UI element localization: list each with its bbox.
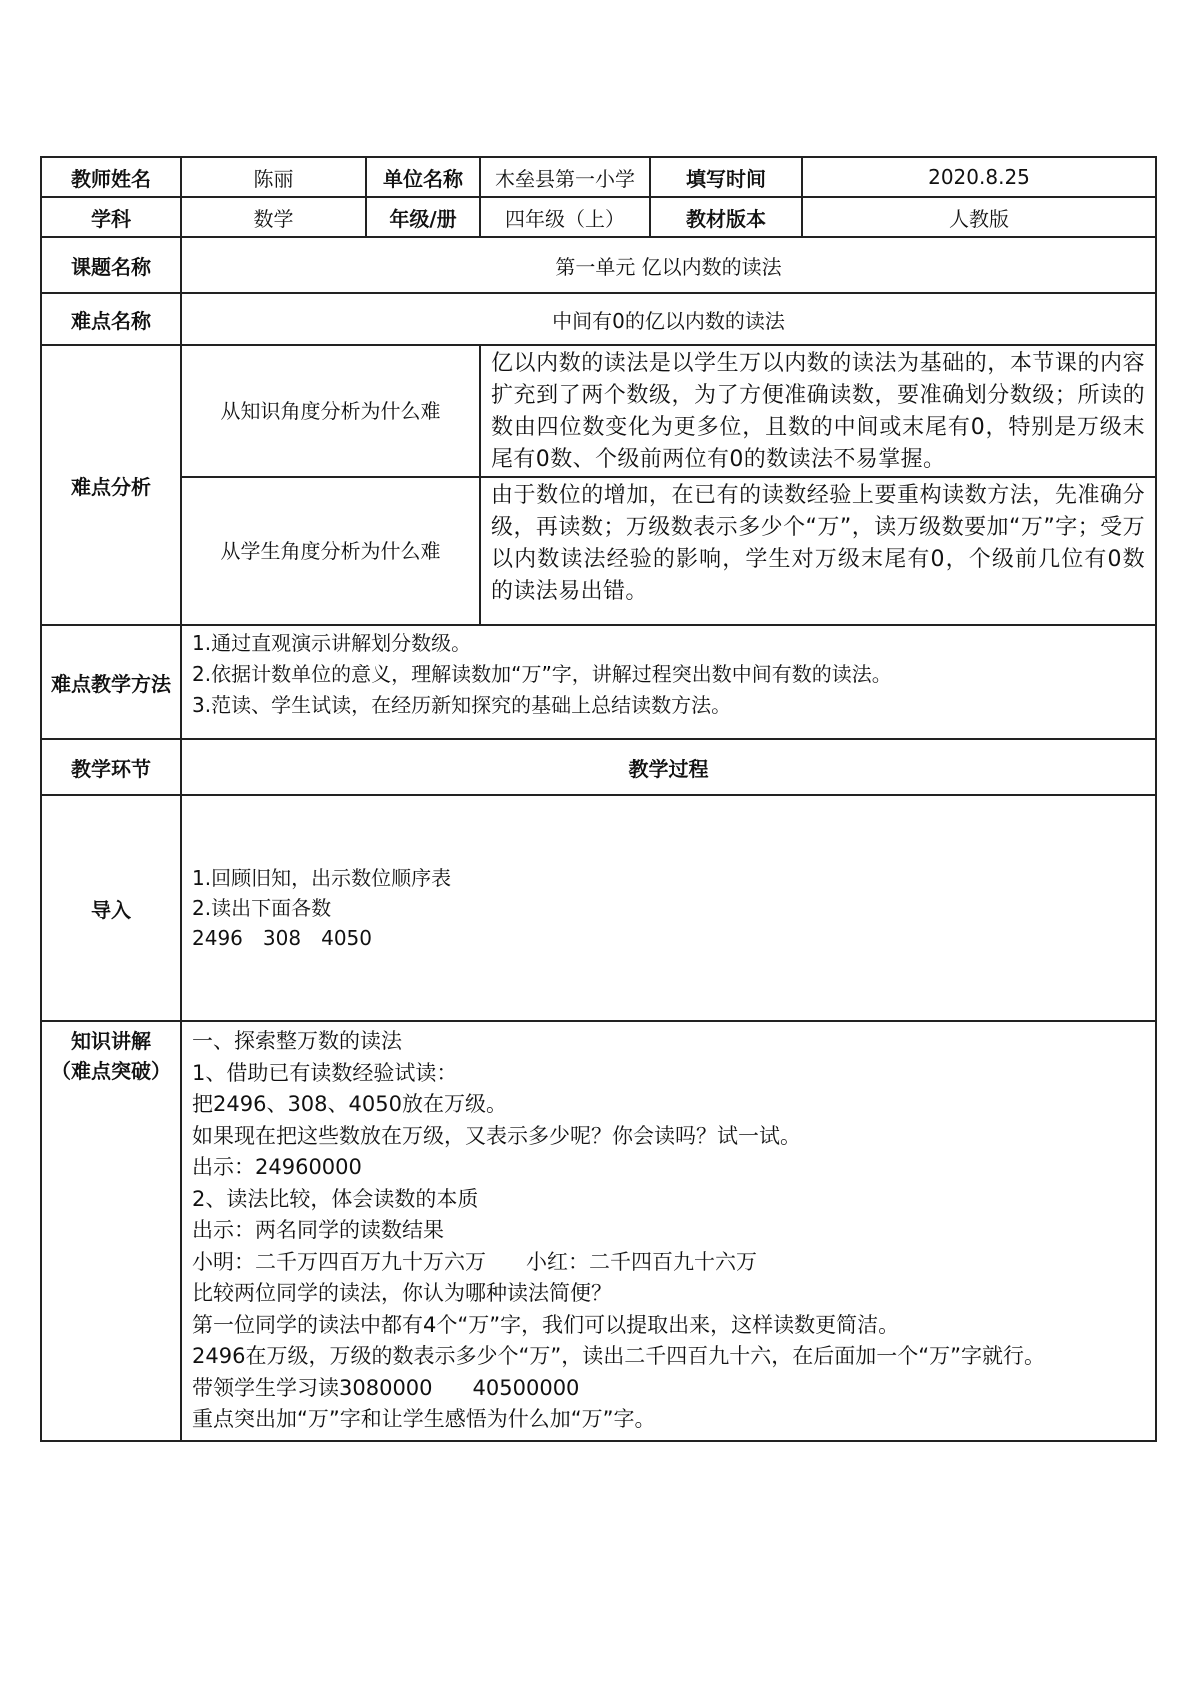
unit-name-label: 单位名称	[366, 157, 480, 197]
knowledge-line: 出示：24960000	[192, 1155, 362, 1179]
unit-name-value: 木垒县第一小学	[480, 157, 650, 197]
header-row-2	[41, 197, 1156, 237]
analysis-label: 难点分析	[41, 345, 181, 625]
analysis-row-knowledge	[41, 345, 1156, 477]
method-item: 3.范读、学生试读，在经历新知探究的基础上总结读数方法。	[192, 693, 732, 717]
analysis-row-student	[41, 477, 1156, 625]
intro-label: 导入	[41, 795, 181, 1021]
process-header-row	[41, 739, 1156, 795]
process-label: 教学过程	[181, 739, 1156, 795]
intro-number: 4050	[321, 926, 372, 950]
method-item: 1.通过直观演示讲解划分数级。	[192, 631, 472, 655]
knowledge-line: 如果现在把这些数放在万级，又表示多少呢？你会读吗？试一试。	[192, 1123, 801, 1148]
stage-label: 教学环节	[41, 739, 181, 795]
topic-row	[41, 237, 1156, 293]
knowledge-line: 2、读法比较，体会读数的本质	[192, 1186, 479, 1211]
knowledge-line: 一、探索整万数的读法	[192, 1029, 402, 1053]
knowledge-content	[181, 1021, 1156, 1441]
student-angle-text: 由于数位的增加，在已有的读数经验上要重构读数方法，先准确分级，再读数；万级数表示多少个“万”，读万级数要加“万”字；受万以内数读法经验的影响，学生对万级末尾有0，个级前几位有0数的读法易出错。	[480, 477, 1156, 625]
xiaohong-reading: 小红：二千四百九十六万	[526, 1249, 757, 1274]
knowledge-line: 比较两位同学的读法，你认为哪种读法简便？	[192, 1281, 612, 1305]
teacher-name-value: 陈丽	[181, 157, 366, 197]
intro-numbers	[192, 923, 1145, 953]
practice-second-number: 40500000	[472, 1375, 580, 1400]
edition-value: 人教版	[802, 197, 1156, 237]
knowledge-line: 第一位同学的读法中都有4个“万”字，我们可以提取出来，这样读数更简洁。	[192, 1312, 900, 1337]
lesson-plan-table	[40, 156, 1157, 1442]
grade-value: 四年级（上）	[480, 197, 650, 237]
knowledge-label-line2: （难点突破）	[51, 1059, 171, 1083]
intro-row	[41, 795, 1156, 1021]
knowledge-line: 出示：两名同学的读数结果	[192, 1218, 444, 1242]
header-row-1	[41, 157, 1156, 197]
intro-number: 2496	[192, 926, 243, 950]
teacher-name-label: 教师姓名	[41, 157, 181, 197]
grade-label: 年级/册	[366, 197, 480, 237]
knowledge-label	[41, 1021, 181, 1441]
intro-line: 1.回顾旧知，出示数位顺序表	[192, 866, 452, 890]
intro-content	[181, 795, 1156, 1021]
subject-label: 学科	[41, 197, 181, 237]
topic-value: 第一单元 亿以内数的读法	[181, 237, 1156, 293]
methods-list	[181, 625, 1156, 739]
knowledge-label-line1: 知识讲解	[71, 1029, 151, 1053]
knowledge-line: 1、借助已有读数经验试读：	[192, 1060, 458, 1085]
subject-value: 数学	[181, 197, 366, 237]
edition-label: 教材版本	[650, 197, 802, 237]
practice-prefix: 带领学生学习读3080000	[192, 1375, 433, 1400]
lesson-plan-sheet	[40, 156, 1155, 1442]
intro-line: 2.读出下面各数	[192, 896, 332, 920]
difficulty-row	[41, 293, 1156, 345]
methods-label: 难点教学方法	[41, 625, 181, 739]
knowledge-line: 重点突出加“万”字和让学生感悟为什么加“万”字。	[192, 1407, 656, 1431]
intro-number: 308	[262, 926, 302, 950]
practice-line	[192, 1373, 1145, 1405]
fill-date-value: 2020.8.25	[802, 157, 1156, 197]
knowledge-angle-label: 从知识角度分析为什么难	[181, 345, 480, 477]
fill-date-label: 填写时间	[650, 157, 802, 197]
student-readings	[192, 1247, 1145, 1279]
xiaoming-reading: 小明：二千万四百万九十万六万	[192, 1249, 486, 1274]
methods-row	[41, 625, 1156, 739]
knowledge-angle-text: 亿以内数的读法是以学生万以内数的读法为基础的，本节课的内容扩充到了两个数级，为了方便准确读数，要准确划分数级；所读的数由四位数变化为更多位，且数的中间或末尾有0，特别是万级末尾有0数、个级前两位有0的数读法不易掌握。	[480, 345, 1156, 477]
method-item: 2.依据计数单位的意义，理解读数加“万”字，讲解过程突出数中间有数的读法。	[192, 662, 892, 686]
difficulty-value: 中间有0的亿以内数的读法	[181, 293, 1156, 345]
knowledge-line: 把2496、308、4050放在万级。	[192, 1092, 507, 1116]
knowledge-row	[41, 1021, 1156, 1441]
student-angle-label: 从学生角度分析为什么难	[181, 477, 480, 625]
knowledge-line: 2496在万级，万级的数表示多少个“万”，读出二千四百九十六，在后面加一个“万”字就行。	[192, 1344, 1045, 1368]
difficulty-label: 难点名称	[41, 293, 181, 345]
topic-label: 课题名称	[41, 237, 181, 293]
